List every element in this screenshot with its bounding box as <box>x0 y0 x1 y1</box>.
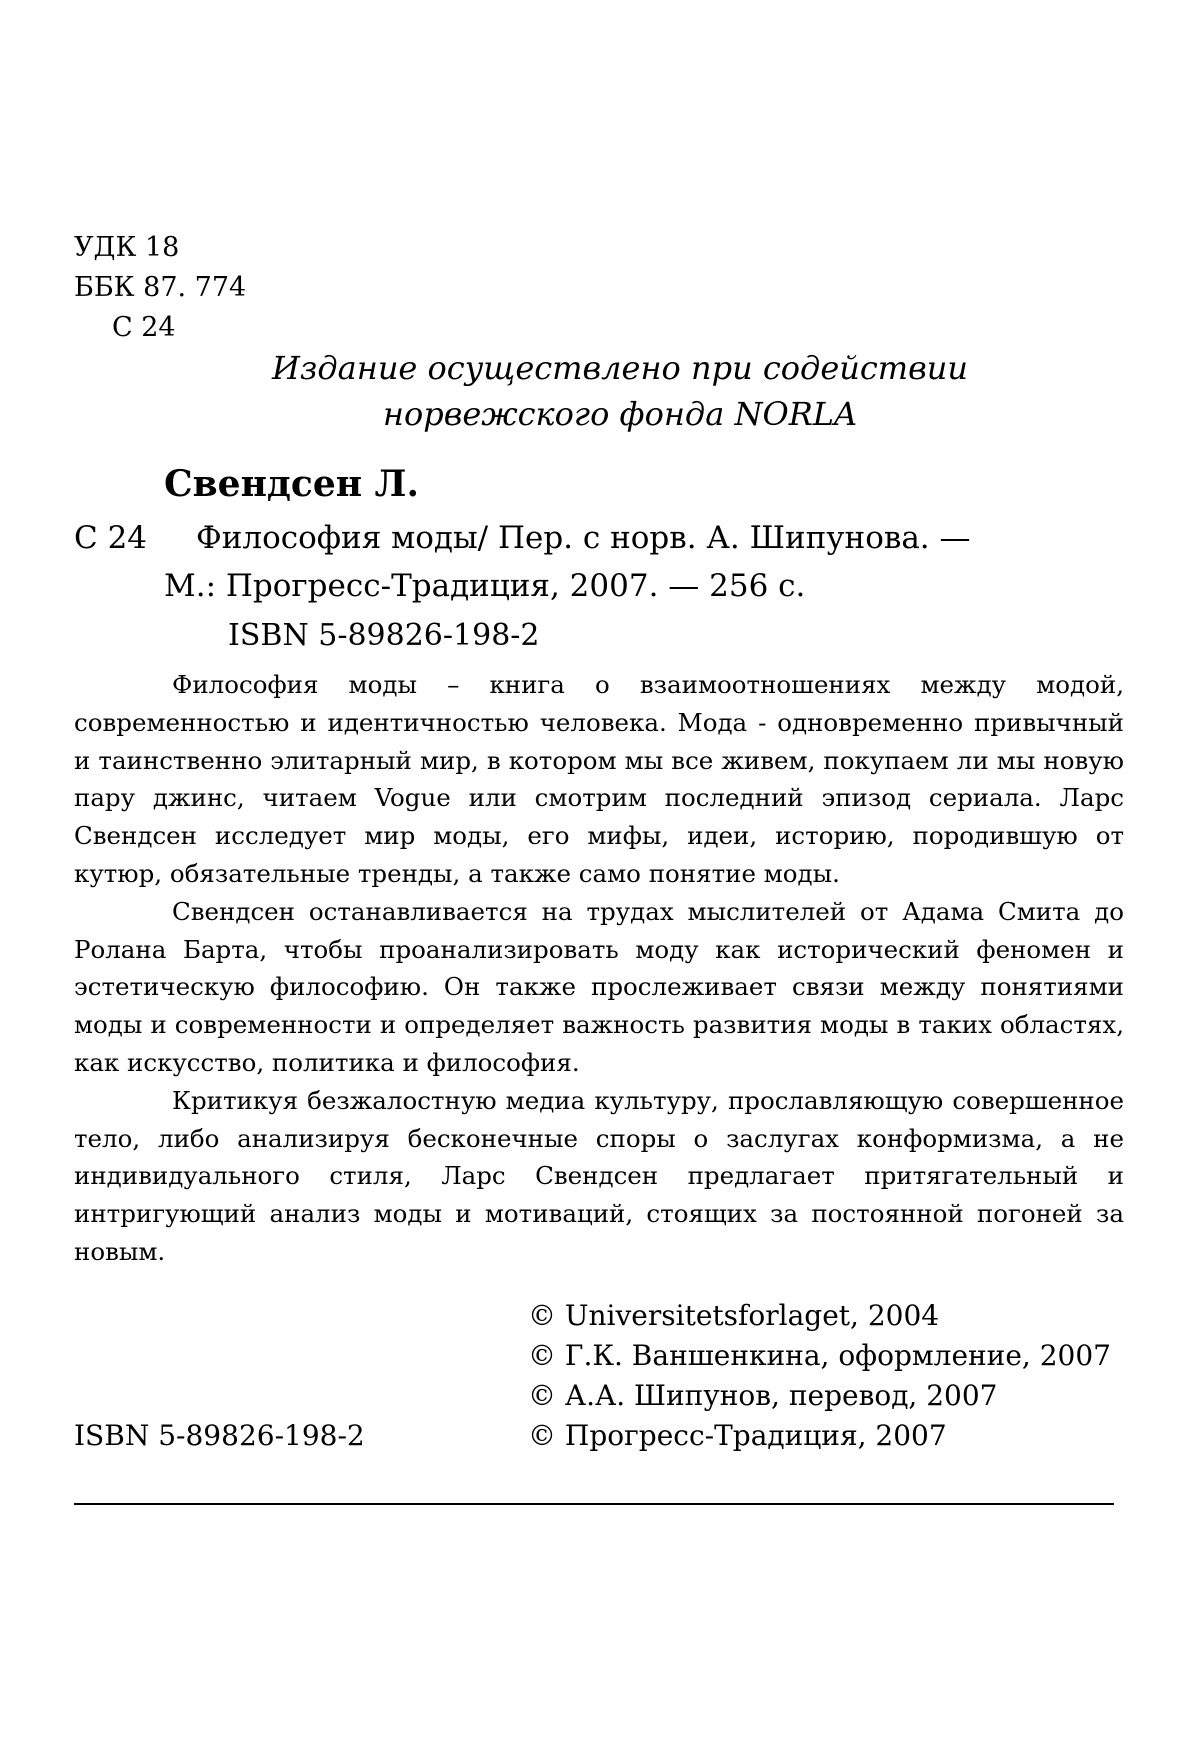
abstract-paragraph: Критикуя безжалостную медиа культуру, прославляющую совершенное тело, либо анализируя бесконечные споры о заслугах конформизма, а не индивидуального стиля, Ларс Свендсен предлагает притягательный и интригующий анализ моды и мотиваций, стоящих за постоянной погоней за новым. <box>74 1085 1124 1266</box>
bibliographic-entry <box>74 514 971 610</box>
bbk-code: ББК 87. 774 <box>74 272 247 303</box>
horizontal-rule <box>74 1503 1114 1505</box>
copyright-line: © Прогресс-Традиция, 2007 <box>528 1419 947 1452</box>
sponsor-note <box>170 345 1070 437</box>
isbn-entry: ISBN 5-89826-198-2 <box>228 618 540 653</box>
abstract-paragraph: Свендсен останавливается на трудах мыслителей от Адама Смита до Ролана Барта, чтобы проанализировать моду как исторический феномен и эстетическую философию. Он также прослеживает связи между понятиями моды и современности и определяет важность развития моды в таких областях, как искусство, политика и философия. <box>74 896 1124 1077</box>
copyright-line: © А.А. Шипунов, перевод, 2007 <box>528 1379 998 1412</box>
author-name: Свендсен Л. <box>164 463 419 505</box>
classification-codes <box>74 228 246 348</box>
copyright-list <box>528 1296 1111 1456</box>
isbn-footer: ISBN 5-89826-198-2 <box>74 1419 365 1452</box>
entry-title-line: Философия моды/ Пер. с норв. А. Шипунова. — <box>196 520 971 556</box>
udk-code: УДК 18 <box>74 232 180 263</box>
entry-publisher-line: М.: Прогресс-Традиция, 2007. — 256 с. <box>164 568 806 604</box>
copyright-line: © Universitetsforlaget, 2004 <box>528 1299 940 1332</box>
sponsor-line: Издание осуществлено при содействии <box>272 349 968 387</box>
abstract-paragraph: Философия моды – книга о взаимоотношениях между модой, современностью и идентичностью человека. Мода - одновременно привычный и таинственно элитарный мир, в котором мы все живем, покупаем ли мы новую пару джинс, читаем Vogue или смотрим последний эпизод сериала. Ларс Свендсен исследует мир моды, его мифы, идеи, историю, породившую от кутюр, обязательные тренды, а также само понятие моды. <box>74 670 1124 888</box>
entry-code: С 24 <box>74 520 148 556</box>
copyright-line: © Г.К. Ваншенкина, оформление, 2007 <box>528 1339 1111 1372</box>
abstract <box>74 666 1124 1271</box>
author-mark: С 24 <box>112 312 176 343</box>
sponsor-line: норвежского фонда NORLA <box>382 395 858 433</box>
